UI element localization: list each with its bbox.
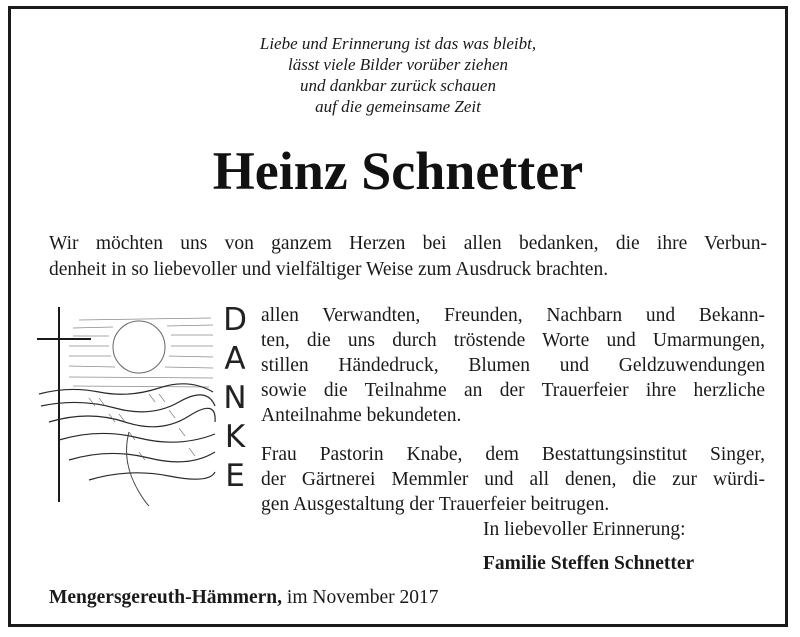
thanks-line: ten, die uns durch tröstende Worte und Umarmungen,: [261, 330, 765, 351]
path-line: [127, 432, 149, 506]
danke-letter: E: [225, 458, 245, 494]
obituary-card: [8, 6, 788, 627]
hills-shading: [89, 394, 195, 460]
sky-hatching: [69, 318, 213, 387]
memorial-poem: [11, 33, 785, 117]
family-signature: Familie Steffen Schnetter: [483, 553, 695, 574]
thanks-line: der Gärtnerei Memmler und all denen, die zur würdi-: [261, 469, 765, 490]
date-text: im November 2017: [286, 587, 439, 608]
thanks-paragraph-2: [261, 442, 765, 517]
cross-landscape-illustration: [29, 302, 219, 507]
danke-letter: A: [224, 341, 246, 377]
deceased-name: Heinz Schnetter: [212, 141, 584, 201]
danke-letter: D: [223, 302, 247, 338]
danke-letter: K: [224, 419, 246, 455]
poem-line: Liebe und Erinnerung ist das was bleibt,: [259, 34, 537, 53]
thanks-line: gen Ausgestaltung der Trauerfeier beitrugen.: [261, 494, 610, 515]
poem-line: lässt viele Bilder vorüber ziehen: [287, 55, 508, 74]
thanks-line: stillen Händedruck, Blumen und Geldzuwendungen: [261, 355, 765, 376]
danke-vertical-word: [217, 301, 253, 496]
intro-line: denheit in so liebevoller und vielfältiger Weise zum Ausdruck brachten.: [49, 259, 609, 280]
thanks-line: Frau Pastorin Knabe, dem Bestattungsinstitut Singer,: [261, 444, 765, 465]
intro-line: Wir möchten uns von ganzem Herzen bei allen bedanken, die ihre Verbun-: [49, 233, 767, 254]
closing-phrase: In liebevoller Erinnerung:: [483, 519, 686, 540]
intro-paragraph: [49, 231, 767, 283]
place-date-line: [49, 585, 649, 611]
poem-line: und dankbar zurück schauen: [300, 76, 496, 95]
thanks-paragraph-1: [261, 303, 765, 428]
place-name: Mengersgereuth-Hämmern,: [49, 587, 283, 608]
thanks-line: allen Verwandten, Freunden, Nachbarn und Bekann-: [261, 305, 765, 326]
thanks-line: Anteilnahme bekundeten.: [261, 405, 462, 426]
hills-lines: [39, 384, 215, 480]
danke-letter: N: [223, 380, 247, 416]
poem-line: auf die gemeinsame Zeit: [315, 97, 481, 116]
closing-block: [483, 517, 773, 577]
thanks-line: sowie die Teilnahme an der Trauerfeier ihre herzliche: [261, 380, 765, 401]
sun-shape: [113, 321, 165, 373]
thanks-text: [261, 303, 765, 517]
